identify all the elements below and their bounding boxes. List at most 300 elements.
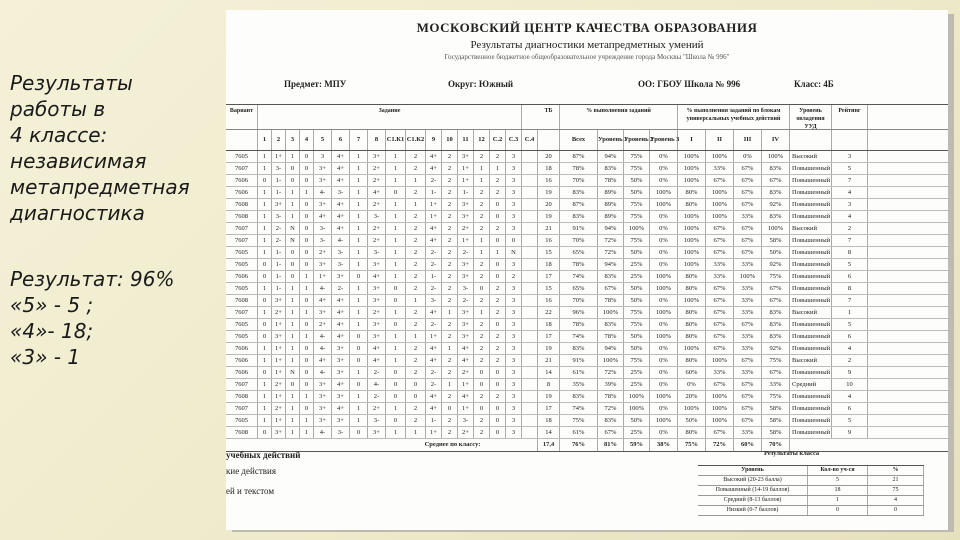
task-score-cell: 1	[286, 403, 300, 414]
task-score-cell: 2	[406, 307, 426, 318]
task-score-cell: 1	[386, 259, 406, 270]
task-score-cell: 1-	[458, 187, 474, 198]
block-percent-cell: 67%	[762, 175, 790, 186]
table-row	[226, 211, 948, 223]
task-score-cell: 1+	[272, 343, 286, 354]
empty-cell	[522, 223, 538, 234]
header-column-cell: 3	[286, 130, 300, 150]
task-score-cell: 0	[490, 271, 506, 282]
task-score-cell: 1	[286, 211, 300, 222]
empty-cell	[522, 355, 538, 366]
variant-cell: 7605	[226, 331, 258, 342]
average-total-cell: 17,4	[538, 439, 560, 451]
task-score-cell: 2	[474, 259, 490, 270]
task-score-cell: 0	[490, 211, 506, 222]
header-column-cell: Уровень 1	[598, 130, 624, 150]
task-score-cell: 1	[300, 427, 314, 438]
percent-cell: 89%	[598, 211, 624, 222]
task-score-cell: 0	[286, 175, 300, 186]
task-score-cell: 2	[490, 343, 506, 354]
task-score-cell: 1	[300, 283, 314, 294]
task-score-cell: 3+	[314, 199, 332, 210]
header-group-cell: ТБ	[538, 105, 560, 129]
table-row	[226, 427, 948, 439]
header-column-cell: С.4	[522, 130, 538, 150]
rating-cell: 5	[832, 415, 868, 426]
block-percent-cell: 80%	[678, 307, 706, 318]
task-score-cell: 1	[406, 427, 426, 438]
percent-cell: 0%	[650, 367, 678, 378]
task-score-cell: 4+	[426, 223, 442, 234]
block-percent-cell: 75%	[762, 391, 790, 402]
meta-school: ОО: ГБОУ Школа № 996	[638, 79, 741, 89]
task-score-cell: 0	[286, 379, 300, 390]
percent-cell: 100%	[624, 223, 650, 234]
level-cell: Высокий	[790, 307, 832, 318]
task-score-cell: 0	[386, 295, 406, 306]
header-column-cell	[790, 130, 832, 150]
level-cell: Повышенный	[792, 249, 831, 256]
percent-cell: 78%	[598, 175, 624, 186]
percent-cell: 83%	[598, 415, 624, 426]
task-score-cell: 1	[300, 415, 314, 426]
task-score-cell: 1+	[458, 163, 474, 174]
task-score-cell: 0	[286, 259, 300, 270]
task-score-cell: 2	[406, 223, 426, 234]
percent-cell: 50%	[624, 247, 650, 258]
percent-cell: 50%	[624, 175, 650, 186]
task-score-cell: 1	[350, 235, 368, 246]
block-percent-cell: 67%	[706, 223, 734, 234]
task-score-cell: 1	[286, 319, 300, 330]
header-column-cell: II	[706, 130, 734, 150]
level-cell: Повышенный	[792, 201, 831, 208]
block-percent-cell: 80%	[678, 355, 706, 366]
header-column-cell: Уровень 2	[624, 130, 650, 150]
block-percent-cell: 67%	[734, 223, 762, 234]
task-score-cell: 1	[474, 307, 490, 318]
task-score-cell: 0	[386, 187, 406, 198]
task-score-cell: 1	[300, 307, 314, 318]
table-row	[226, 271, 948, 283]
percent-cell: 78%	[598, 295, 624, 306]
table-row	[226, 175, 948, 187]
block-percent-cell: 50%	[762, 247, 790, 258]
table-header-columns	[226, 130, 948, 151]
block-percent-cell: 100%	[678, 223, 706, 234]
variant-cell: 7607	[226, 163, 258, 174]
task-score-cell: 4+	[368, 355, 386, 366]
task-score-cell: 3+	[272, 331, 286, 342]
percent-cell: 75%	[624, 199, 650, 210]
total-score-cell: 16	[538, 295, 560, 306]
task-score-cell: 1	[286, 343, 300, 354]
task-score-cell: 3	[506, 379, 522, 390]
rating-cell: 3	[832, 151, 868, 162]
task-score-cell: 3	[314, 151, 332, 162]
task-score-cell: 3-	[332, 427, 350, 438]
task-score-cell: 1-	[426, 271, 442, 282]
percent-cell: 100%	[650, 187, 678, 198]
task-score-cell: 0	[258, 367, 272, 378]
task-score-cell: 0	[300, 163, 314, 174]
percent-cell: 83%	[598, 271, 624, 282]
task-score-cell: 3+	[458, 319, 474, 330]
block-percent-cell: 67%	[762, 295, 790, 306]
block-percent-cell: 100%	[706, 415, 734, 426]
task-score-cell: 4+	[426, 403, 442, 414]
task-score-cell: 2-	[272, 235, 286, 246]
task-score-cell: 2+	[368, 163, 386, 174]
empty-cell	[522, 331, 538, 342]
class-results-row	[698, 486, 924, 496]
total-score-cell: 17	[538, 271, 560, 282]
task-score-cell: 1	[350, 391, 368, 402]
task-score-cell: 2	[490, 307, 506, 318]
task-score-cell: 4+	[332, 223, 350, 234]
percent-cell: 91%	[560, 355, 598, 366]
header-column-cell: III	[734, 130, 762, 150]
header-column-cell	[832, 130, 868, 150]
task-score-cell: 0	[300, 379, 314, 390]
header-column-cell: Всех	[560, 130, 598, 150]
task-score-cell: 0	[286, 163, 300, 174]
task-score-cell: 3+	[458, 307, 474, 318]
task-score-cell: 2	[490, 175, 506, 186]
task-score-cell: 1	[490, 163, 506, 174]
task-score-cell: 3-	[314, 223, 332, 234]
task-score-cell: 3	[506, 355, 522, 366]
block-percent-cell: 33%	[734, 343, 762, 354]
header-column-cell: IV	[762, 130, 790, 150]
task-score-cell: 3	[506, 175, 522, 186]
task-score-cell: 2-	[368, 367, 386, 378]
total-score-cell: 22	[538, 307, 560, 318]
task-score-cell: 2-	[426, 319, 442, 330]
task-score-cell: 2	[442, 271, 458, 282]
average-block-cell: 75%	[678, 439, 706, 451]
task-score-cell: 1+	[314, 271, 332, 282]
percent-cell: 75%	[624, 307, 650, 318]
level-cell: Повышенный	[792, 273, 831, 280]
percent-cell: 50%	[624, 295, 650, 306]
level-cell: Повышенный	[792, 333, 831, 340]
task-score-cell: 3+	[332, 391, 350, 402]
task-score-cell: 2	[406, 151, 426, 162]
task-score-cell: 1	[286, 415, 300, 426]
percent-cell: 0%	[650, 151, 678, 162]
task-score-cell: 2-	[368, 391, 386, 402]
block-percent-cell: 100%	[706, 151, 734, 162]
block-percent-cell: 33%	[734, 331, 762, 342]
block-percent-cell: 100%	[762, 223, 790, 234]
percent-cell: 0%	[650, 427, 678, 438]
empty-cell	[522, 379, 538, 390]
percent-cell: 83%	[560, 343, 598, 354]
task-score-cell: 3	[506, 331, 522, 342]
percent-cell: 100%	[624, 391, 650, 402]
task-score-cell: 2+	[458, 223, 474, 234]
average-percent-cell: 76%	[560, 439, 598, 451]
task-score-cell: 2	[406, 271, 426, 282]
class-results-cell: 1	[808, 496, 868, 505]
block-percent-cell: 100%	[678, 151, 706, 162]
class-results-row	[698, 506, 924, 516]
task-score-cell: 3	[506, 415, 522, 426]
task-score-cell: 3-	[332, 247, 350, 258]
task-score-cell: 1	[406, 199, 426, 210]
task-score-cell: 1	[350, 403, 368, 414]
task-score-cell: 2	[506, 271, 522, 282]
task-score-cell: 1	[386, 403, 406, 414]
task-score-cell: 1	[258, 235, 272, 246]
task-score-cell: 3+	[314, 175, 332, 186]
task-score-cell: 3	[506, 199, 522, 210]
total-score-cell: 16	[538, 175, 560, 186]
task-score-cell: 1	[406, 175, 426, 186]
task-score-cell: 0	[490, 415, 506, 426]
task-score-cell: 4+	[314, 295, 332, 306]
task-score-cell: 2	[406, 259, 426, 270]
percent-cell: 78%	[560, 319, 598, 330]
table-row	[226, 235, 948, 247]
task-score-cell: 2	[442, 355, 458, 366]
variant-cell: 7605	[226, 415, 258, 426]
task-score-cell: 3	[506, 163, 522, 174]
percent-cell: 72%	[598, 235, 624, 246]
table-row	[226, 307, 948, 319]
task-score-cell: 0	[300, 367, 314, 378]
total-score-cell: 18	[538, 163, 560, 174]
block-percent-cell: 100%	[678, 247, 706, 258]
percent-cell: 100%	[650, 391, 678, 402]
task-score-cell: 2+	[368, 199, 386, 210]
percent-cell: 0%	[650, 163, 678, 174]
percent-cell: 96%	[560, 307, 598, 318]
header-column-cell: 1	[258, 130, 272, 150]
percent-cell: 83%	[560, 187, 598, 198]
task-score-cell: 3+	[314, 415, 332, 426]
task-score-cell: 1	[350, 247, 368, 258]
percent-cell: 50%	[624, 331, 650, 342]
task-score-cell: 2	[406, 415, 426, 426]
percent-cell: 65%	[560, 283, 598, 294]
level-cell: Средний	[790, 379, 832, 390]
total-score-cell: 20	[538, 199, 560, 210]
task-score-cell: 1	[300, 187, 314, 198]
task-score-cell: 2	[442, 223, 458, 234]
task-score-cell: 3-	[426, 295, 442, 306]
average-block-cell: 60%	[734, 439, 762, 451]
task-score-cell: 4+	[332, 199, 350, 210]
task-score-cell: 2	[442, 319, 458, 330]
variant-cell: 7606	[226, 343, 258, 354]
header-column-cell: 8	[368, 130, 386, 150]
task-score-cell: 2+	[272, 379, 286, 390]
table-row	[226, 343, 948, 355]
task-score-cell: 3+	[272, 295, 286, 306]
empty-cell	[522, 187, 538, 198]
task-score-cell: 0	[300, 223, 314, 234]
percent-cell: 0%	[650, 259, 678, 270]
total-score-cell: 15	[538, 247, 560, 258]
document-header: МОСКОВСКИЙ ЦЕНТР КАЧЕСТВА ОБРАЗОВАНИЯ	[416, 20, 758, 35]
task-score-cell: 1	[386, 175, 406, 186]
level-cell: Повышенный	[792, 321, 831, 328]
task-score-cell: 2	[474, 271, 490, 282]
header-column-cell: I	[678, 130, 706, 150]
class-results-header-cell: Кол-во уч-ся	[808, 466, 868, 475]
block-percent-cell: 33%	[734, 295, 762, 306]
task-score-cell: 2-	[426, 247, 442, 258]
empty-cell	[522, 283, 538, 294]
variant-cell: 7606	[226, 175, 258, 186]
task-score-cell: 2	[474, 391, 490, 402]
block-percent-cell: 67%	[734, 187, 762, 198]
task-score-cell: 3+	[314, 163, 332, 174]
total-score-cell: 8	[538, 379, 560, 390]
task-score-cell: 2	[442, 331, 458, 342]
block-percent-cell: 58%	[762, 427, 790, 438]
rating-cell: 2	[832, 223, 868, 234]
class-results-cell: Повышенный (14-19 баллов)	[698, 486, 808, 495]
percent-cell: 67%	[598, 283, 624, 294]
task-score-cell: 1	[350, 211, 368, 222]
class-results-header-cell: Уровень	[698, 466, 808, 475]
block-percent-cell: 67%	[706, 283, 734, 294]
percent-cell: 72%	[598, 247, 624, 258]
percent-cell: 100%	[650, 331, 678, 342]
task-score-cell: 3+	[458, 259, 474, 270]
task-score-cell: 1+	[272, 355, 286, 366]
header-column-cell	[226, 130, 258, 150]
task-score-cell: 0	[300, 343, 314, 354]
task-score-cell: 0	[350, 343, 368, 354]
document-institution: Государственное бюджетное общеобразовательное учреждение города Москвы "Школа № 996"	[444, 53, 730, 61]
block-percent-cell: 75%	[762, 355, 790, 366]
header-column-cell	[538, 130, 560, 150]
level-cell: Повышенный	[792, 165, 831, 172]
rating-cell: 5	[832, 259, 868, 270]
task-score-cell: 1	[286, 331, 300, 342]
empty-cell	[522, 271, 538, 282]
percent-cell: 61%	[560, 367, 598, 378]
task-score-cell: 3+	[458, 331, 474, 342]
task-score-cell: 1	[350, 223, 368, 234]
block-percent-cell: 67%	[762, 283, 790, 294]
empty-cell	[522, 427, 538, 438]
task-score-cell: 2	[442, 259, 458, 270]
total-score-cell: 15	[538, 283, 560, 294]
task-score-cell: 1	[258, 151, 272, 162]
task-score-cell: 3+	[314, 391, 332, 402]
task-score-cell: 0	[490, 319, 506, 330]
variant-cell: 7606	[226, 367, 258, 378]
header-column-cell: 10	[442, 130, 458, 150]
block-percent-cell: 67%	[734, 199, 762, 210]
table-row	[226, 319, 948, 331]
task-score-cell: 4+	[332, 307, 350, 318]
task-score-cell: 1+	[458, 403, 474, 414]
variant-cell: 7605	[226, 151, 258, 162]
block-percent-cell: 83%	[762, 187, 790, 198]
task-score-cell: 3	[506, 151, 522, 162]
task-score-cell: 3+	[272, 199, 286, 210]
block-percent-cell: 67%	[706, 307, 734, 318]
task-score-cell: 4+	[332, 211, 350, 222]
empty-cell	[522, 163, 538, 174]
task-score-cell: 0	[300, 295, 314, 306]
class-results-cell: 75	[868, 486, 924, 495]
task-score-cell: 2	[406, 403, 426, 414]
task-score-cell: 0	[350, 355, 368, 366]
percent-cell: 35%	[560, 379, 598, 390]
task-score-cell: 1	[350, 259, 368, 270]
percent-cell: 78%	[560, 163, 598, 174]
percent-cell: 74%	[560, 271, 598, 282]
table-average-row	[226, 439, 948, 452]
level-cell: Повышенный	[792, 213, 831, 220]
task-score-cell: 1	[386, 247, 406, 258]
table-row	[226, 403, 948, 415]
table-row	[226, 163, 948, 175]
percent-cell: 70%	[560, 235, 598, 246]
task-score-cell: 2	[490, 223, 506, 234]
block-percent-cell: 67%	[706, 379, 734, 390]
task-score-cell: N	[286, 223, 300, 234]
task-score-cell: 3+	[368, 283, 386, 294]
rating-cell: 8	[832, 247, 868, 258]
total-score-cell: 21	[538, 223, 560, 234]
task-score-cell: 1	[386, 235, 406, 246]
task-score-cell: 2	[474, 187, 490, 198]
meta-subject: Предмет: МПУ	[284, 79, 347, 89]
task-score-cell: 4+	[314, 355, 332, 366]
task-score-cell: 4+	[458, 343, 474, 354]
percent-cell: 83%	[598, 319, 624, 330]
task-score-cell: 1	[386, 355, 406, 366]
rating-cell: 4	[832, 343, 868, 354]
percent-cell: 0%	[650, 403, 678, 414]
task-score-cell: 2	[406, 247, 426, 258]
percent-cell: 100%	[650, 271, 678, 282]
empty-cell	[522, 175, 538, 186]
header-group-cell: Уровень овладения УУД	[790, 105, 832, 129]
block-percent-cell: 33%	[706, 367, 734, 378]
block-percent-cell: 67%	[734, 247, 762, 258]
rating-cell: 4	[832, 391, 868, 402]
level-cell: Повышенный	[792, 393, 831, 400]
table-row	[226, 367, 948, 379]
task-score-cell: 3-	[368, 415, 386, 426]
task-score-cell: 2	[490, 355, 506, 366]
task-score-cell: 0	[386, 319, 406, 330]
empty-cell	[522, 247, 538, 258]
task-score-cell: 4+	[426, 355, 442, 366]
task-score-cell: 2	[474, 355, 490, 366]
task-score-cell: 2	[442, 367, 458, 378]
percent-cell: 75%	[624, 211, 650, 222]
percent-cell: 78%	[598, 391, 624, 402]
percent-cell: 0%	[650, 355, 678, 366]
task-score-cell: 2+	[368, 307, 386, 318]
task-score-cell: 3+	[458, 271, 474, 282]
header-group-cell: % выполнения заданий	[560, 105, 678, 129]
percent-cell: 100%	[624, 403, 650, 414]
task-score-cell: 2-	[426, 175, 442, 186]
task-score-cell: 2-	[332, 283, 350, 294]
task-score-cell: 3+	[332, 343, 350, 354]
